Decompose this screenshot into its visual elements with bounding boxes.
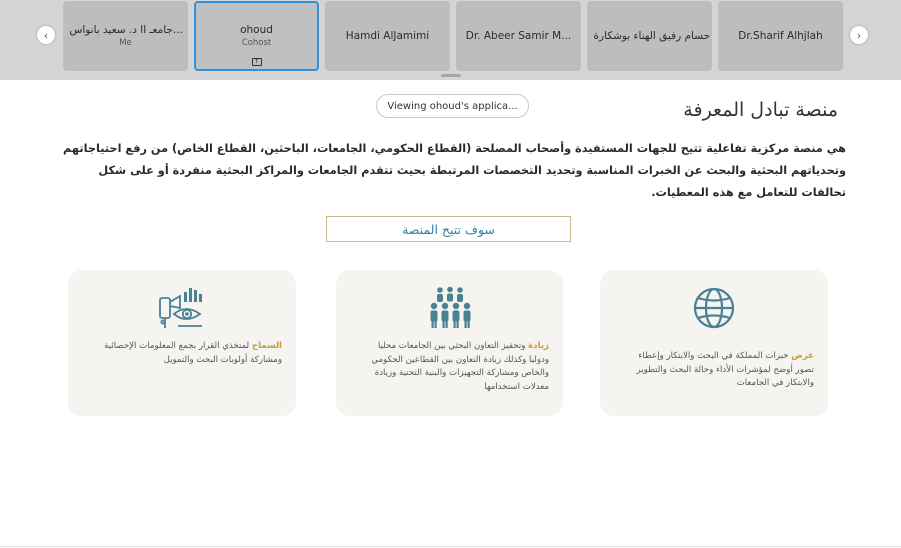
participant-name: حسام رفيق الهناء بوشكارة — [593, 30, 711, 42]
feature-card-highlight: عرض — [791, 351, 814, 361]
page-description: هي منصة مركزية تفاعلية تتيح للجهات المستفيدة وأصحاب المصلحة (القطاع الحكومي، الجامعات، الباحثين، القطاع الخاص) من رفع احتياجاتهم وتحدياتهم البحثية والبحث عن الخبرات المناسبة وتحديد التخصصات المرتبطة بحيث تتقدم الجامعات والمراكز البحثية منفردة أو على شكل تحالفات للتعامل مع هذه المعطيات. — [63, 142, 846, 199]
participant-tile[interactable] — [63, 1, 188, 71]
participant-role: Cohost — [241, 38, 272, 48]
strip-resize-handle[interactable] — [441, 74, 461, 77]
feature-card-text — [620, 350, 814, 391]
participant-role: Me — [119, 38, 132, 48]
viewing-share-banner[interactable]: Viewing ohoud's applica... — [376, 94, 529, 118]
feature-card-display — [600, 270, 828, 416]
participant-tile[interactable] — [325, 1, 450, 71]
chevron-left-icon[interactable]: ‹ — [37, 26, 55, 44]
chevron-right-icon[interactable]: › — [850, 26, 868, 44]
feature-card-body: وتحفيز التعاون البحثي بين الجامعات محليا ودوليا وكذلك زيادة التعاون بين القطاعين الحكومي والخاص ومشاركة التجهيزات والبنية التحتية وزيادة معدلات استخدامها — [371, 341, 549, 392]
feature-card-text — [88, 340, 282, 367]
feature-card-body: خبرات المملكة في البحث والابتكار وإعطاء تصور أوضح لمؤشرات الأداء وحالة البحث والتطوير والابتكار في الجامعات — [636, 351, 814, 388]
globe-icon — [690, 286, 738, 330]
feature-card-highlight: زيادة — [528, 341, 549, 351]
screen-share-icon: ↑ — [252, 58, 262, 66]
participant-name: Dr. Abeer Samir M... — [465, 30, 572, 42]
participant-tile[interactable] — [587, 1, 712, 71]
feature-card-highlight: السماح — [251, 341, 282, 351]
feature-card-body: لمتخذي القرار بجمع المعلومات الإحصائية ومشاركة أولويات البحث والتمويل — [104, 341, 282, 365]
participant-name: Hamdi AlJamimi — [345, 30, 430, 42]
participant-name: Dr.Sharif Alhjlah — [738, 30, 823, 42]
participant-tile[interactable] — [456, 1, 581, 71]
participant-tile[interactable] — [718, 1, 843, 71]
feature-card-allow — [68, 270, 296, 416]
feature-card-increase — [336, 270, 563, 416]
section-title: سوف تتيح المنصة — [326, 216, 571, 242]
participant-name: ohoud — [240, 24, 273, 36]
participant-name: د. سعيد بانواس ll جامعـ... — [69, 24, 183, 36]
participant-tile-active[interactable] — [194, 1, 319, 71]
page-title: منصة تبادل المعرفة — [683, 99, 838, 121]
divider — [0, 546, 901, 547]
feature-card-text — [356, 340, 549, 394]
data-analysis-icon — [158, 286, 206, 330]
participant-strip — [0, 0, 901, 80]
people-group-icon — [426, 286, 474, 330]
